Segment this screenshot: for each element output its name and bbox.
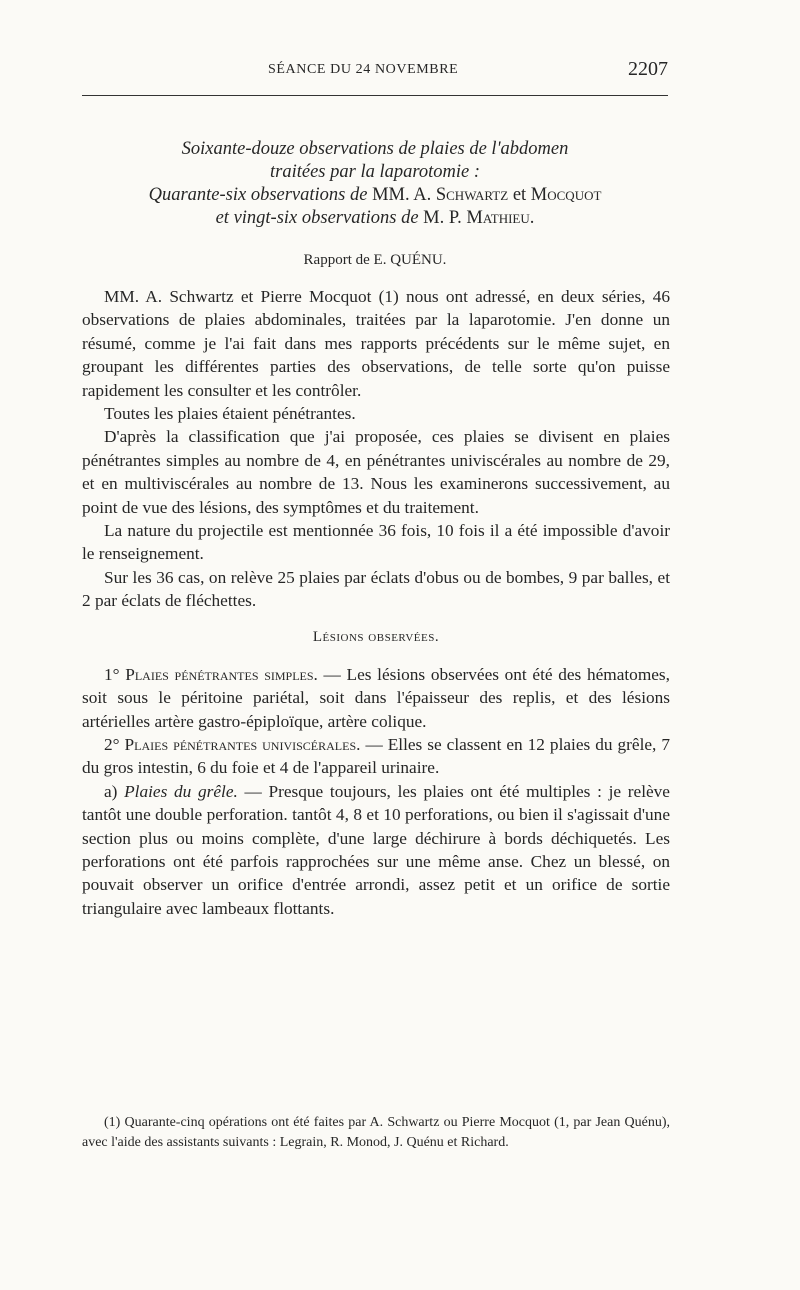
- footnote-text: (1) Quarante-cinq opérations ont été faites par A. Schwartz ou Pierre Mocquot (1, par Jean Quénu), avec l'aide des assistants suivants : Legrain, R. Monod, J. Quénu et Richard.: [82, 1115, 670, 1150]
- title-line-4: et vingt-six observations de M. P. Mathieu.: [215, 208, 535, 228]
- rapport-line: Rapport de E. QUÉNU.: [303, 252, 447, 268]
- paragraph: MM. A. Schwartz et Pierre Mocquot (1) nous ont adressé, en deux séries, 46 observations de plaies abdominales, traitées par la laparotomie. J'en donne un résumé, comme je l'ai fait dans mes rapports précédents sur le même sujet, en groupant les différentes parties des observations, de telle sorte qu'on puisse rapidement les consulter et les contrôler.: [82, 287, 670, 400]
- header-title: SÉANCE DU 24 NOVEMBRE: [268, 62, 459, 77]
- header-rule: [82, 95, 668, 96]
- section-title: Lésions observées.: [312, 628, 440, 645]
- footnote: [82, 1113, 670, 1153]
- title-line-2: traitées par la laparotomie :: [270, 162, 480, 182]
- paragraph: 1° Plaies pénétrantes simples. — Les lésions observées ont été des hématomes, soit sous le péritoine pariétal, soit dans l'épaisseur des replis, et des lésions artérielles artère gastro-épiploïque, artère colique.: [82, 664, 670, 731]
- paragraph: 2° Plaies pénétrantes univiscérales. — Elles se classent en 12 plaies du grêle, 7 du gros intestin, 6 du foie et 4 de l'appareil urinaire.: [82, 734, 670, 778]
- paragraph: D'après la classification que j'ai proposée, ces plaies se divisent en plaies pénétrantes simples au nombre de 4, en pénétrantes univiscérales au nombre de 29, et en multiviscérales au nombre de 13. Nous les examinerons successivement, au point de vue des lésions, des symptômes et du traitement.: [82, 427, 670, 517]
- page-number: 2207: [628, 58, 668, 80]
- title-line-1: Soixante-douze observations de plaies de l'abdomen: [181, 139, 569, 159]
- paragraph: a) Plaies du grêle. — Presque toujours, les plaies ont été multiples : je relève tantôt une double perforation. tantôt 4, 8 et 10 perforations, ou bien il s'agissait d'une section plus ou moins complète, d'une large déchirure à bords déchiquetés. Les perforations ont été parfois rapprochées sur une même anse. Chez un blessé, on pouvait observer un orifice d'entrée arrondi, assez petit et un orifice de sortie triangulaire avec lambeaux flottants.: [82, 781, 670, 918]
- paragraph: Toutes les plaies étaient pénétrantes.: [104, 404, 356, 424]
- paragraph-lead: Plaies du grêle.: [124, 781, 238, 801]
- paragraph-lead: 2° Plaies pénétrantes univiscérales.: [104, 734, 361, 754]
- article-title: [82, 138, 668, 230]
- paragraph: Sur les 36 cas, on relève 25 plaies par éclats d'obus ou de bombes, 9 par balles, et 2 par éclats de fléchettes.: [82, 567, 670, 611]
- article-body: [82, 285, 670, 920]
- running-header: [82, 58, 668, 84]
- paragraph-lead: 1° Plaies pénétrantes simples.: [104, 664, 318, 684]
- title-line-3: Quarante-six observations de MM. A. Schwartz et Mocquot: [148, 185, 602, 205]
- paragraph: La nature du projectile est mentionnée 36 fois, 10 fois il a été impossible d'avoir le renseignement.: [82, 521, 670, 564]
